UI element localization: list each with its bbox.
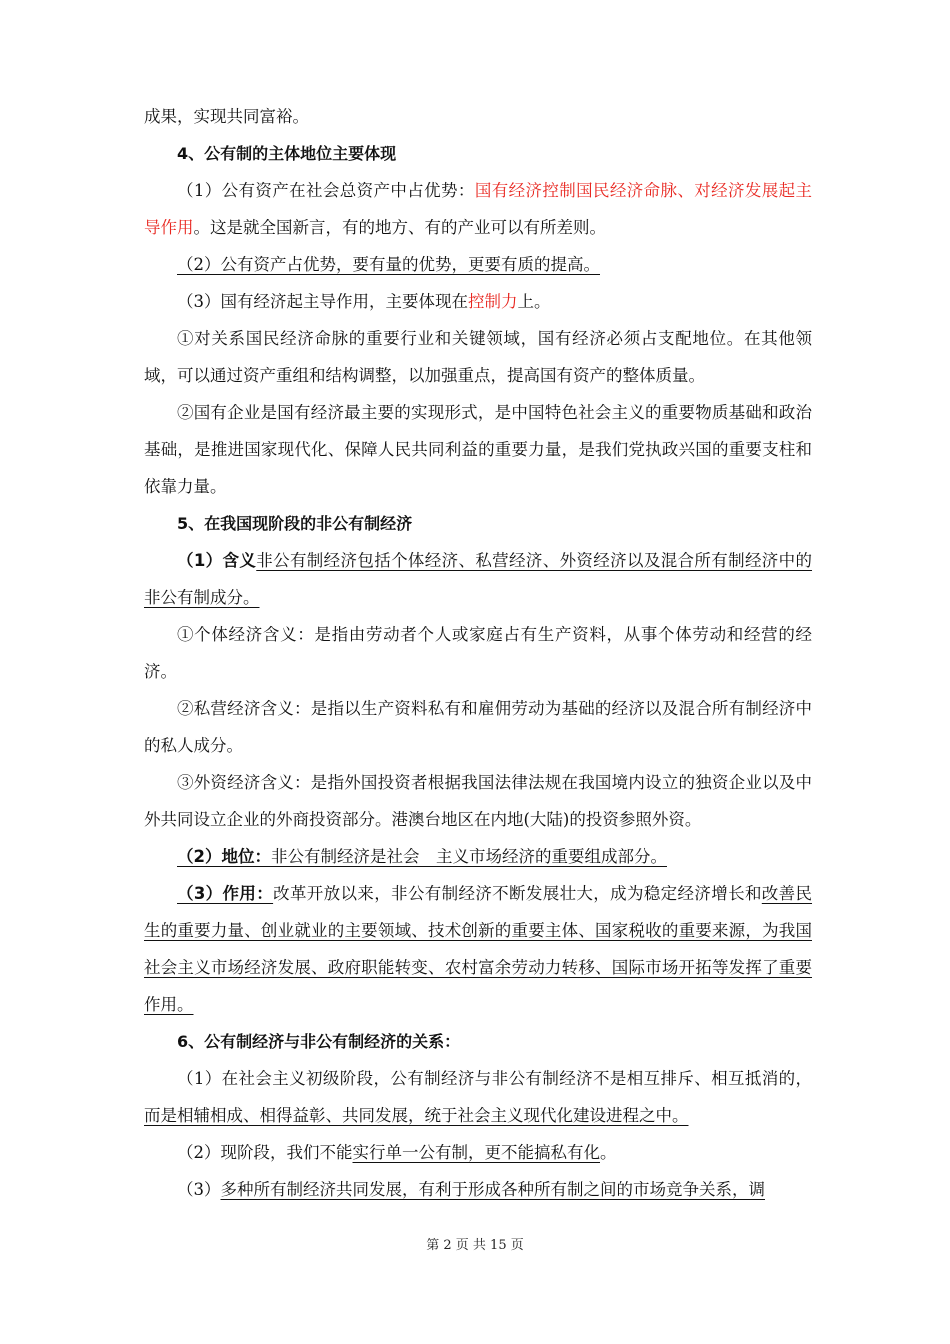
underlined-text: 实行单一公有制，更不能搞私有化 [352, 1143, 600, 1162]
paragraph-4-2 [144, 246, 812, 283]
item-label: （2）地位： [177, 847, 271, 866]
paragraph-6-2 [144, 1134, 812, 1171]
paragraph-text: （3） [177, 1180, 221, 1199]
section-heading-6: 6、公有制经济与非公有制经济的关系： [177, 1032, 461, 1051]
paragraph-text: 上。 [517, 292, 551, 311]
paragraph-text: （2）现阶段，我们不能 [177, 1143, 353, 1162]
item-label: （3）作用： [177, 884, 274, 903]
paragraph-5-1 [144, 542, 812, 616]
paragraph-4-circle-1: ①对关系国民经济命脉的重要行业和关键领域，国有经济必须占支配地位。在其他领域，可以通过资产重组和结构调整，以加强重点，提高国有资产的整体质量。 [144, 329, 812, 385]
item-label: （1）含义 [177, 551, 257, 570]
paragraph-4-3 [144, 283, 812, 320]
paragraph-continuation [144, 98, 812, 135]
section-heading-5: 5、在我国现阶段的非公有制经济 [177, 514, 413, 533]
underlined-text: 改善民生的重要力量、创业就业的主要领域、技术创新的重要主体、国家税收的重要来源，为我国社会主义市场经济发展、政府职能转变、农村富余劳动力转移、国际市场开拓等发挥了重要作用。 [144, 884, 813, 1014]
section-heading-4: 4、公有制的主体地位主要体现 [177, 144, 397, 163]
paragraph-text: （3）国有经济起主导作用，主要体现在 [177, 292, 468, 311]
underlined-text: 非公有制经济包括个体经济、私营经济、外资经济以及混合所有制经济中的非公有制成分。 [144, 551, 813, 607]
page-number-footer: 第 2 页 共 15 页 [426, 1238, 524, 1253]
document-body [144, 98, 812, 1208]
paragraph-4-1 [144, 172, 812, 246]
paragraph-5-circle-3: ③外资经济含义：是指外国投资者根据我国法律法规在我国境内设立的独资企业以及中外共同设立企业的外商投资部分。港澳台地区在内地(大陆)的投资参照外资。 [144, 773, 812, 829]
paragraph-text: （1）公有资产在社会总资产中占优势： [177, 181, 475, 200]
highlighted-text: 控制力 [468, 292, 518, 311]
underlined-text: 而是相辅相成、相得益彰、共同发展，统于社会主义现代化建设进程之中。 [144, 1106, 689, 1125]
paragraph-4-circle-2: ②国有企业是国有经济最主要的实现形式，是中国特色社会主义的重要物质基础和政治基础，是推进国家现代化、保障人民共同利益的重要力量，是我们党执政兴国的重要支柱和依靠力量。 [144, 403, 812, 496]
underlined-text: 多种所有制经济共同发展，有利于形成各种所有制之间的市场竞争关系，调 [220, 1180, 765, 1199]
paragraph-text: 。这是就全国新言，有的地方、有的产业可以有所差则。 [193, 218, 606, 237]
underlined-text: （2）公有资产占优势，要有量的优势，更要有质的提高。 [177, 255, 600, 274]
paragraph-5-2 [144, 838, 812, 875]
paragraph-text: 改革开放以来，非公有制经济不断发展壮大，成为稳定经济增长和 [273, 884, 762, 903]
underlined-text: 非公有制经济是社会 主义市场经济的重要组成部分。 [270, 847, 667, 866]
paragraph-text: 。 [600, 1143, 617, 1162]
paragraph-6-1 [144, 1060, 812, 1134]
paragraph-5-circle-2: ②私营经济含义：是指以生产资料私有和雇佣劳动为基础的经济以及混合所有制经济中的私人成分。 [144, 699, 812, 755]
paragraph-6-3 [144, 1171, 812, 1208]
paragraph-text: （1）在社会主义初级阶段，公有制经济与非公有制经济不是相互排斥、相互抵消的， [177, 1069, 812, 1088]
highlighted-text: 国有经济控制国民经济命脉、对经济发展起主导作用 [144, 181, 813, 237]
paragraph-5-3 [144, 875, 812, 1023]
paragraph-5-circle-1: ①个体经济含义：是指由劳动者个人或家庭占有生产资料，从事个体劳动和经营的经济。 [144, 625, 812, 681]
paragraph-text: 成果，实现共同富裕。 [144, 107, 309, 126]
